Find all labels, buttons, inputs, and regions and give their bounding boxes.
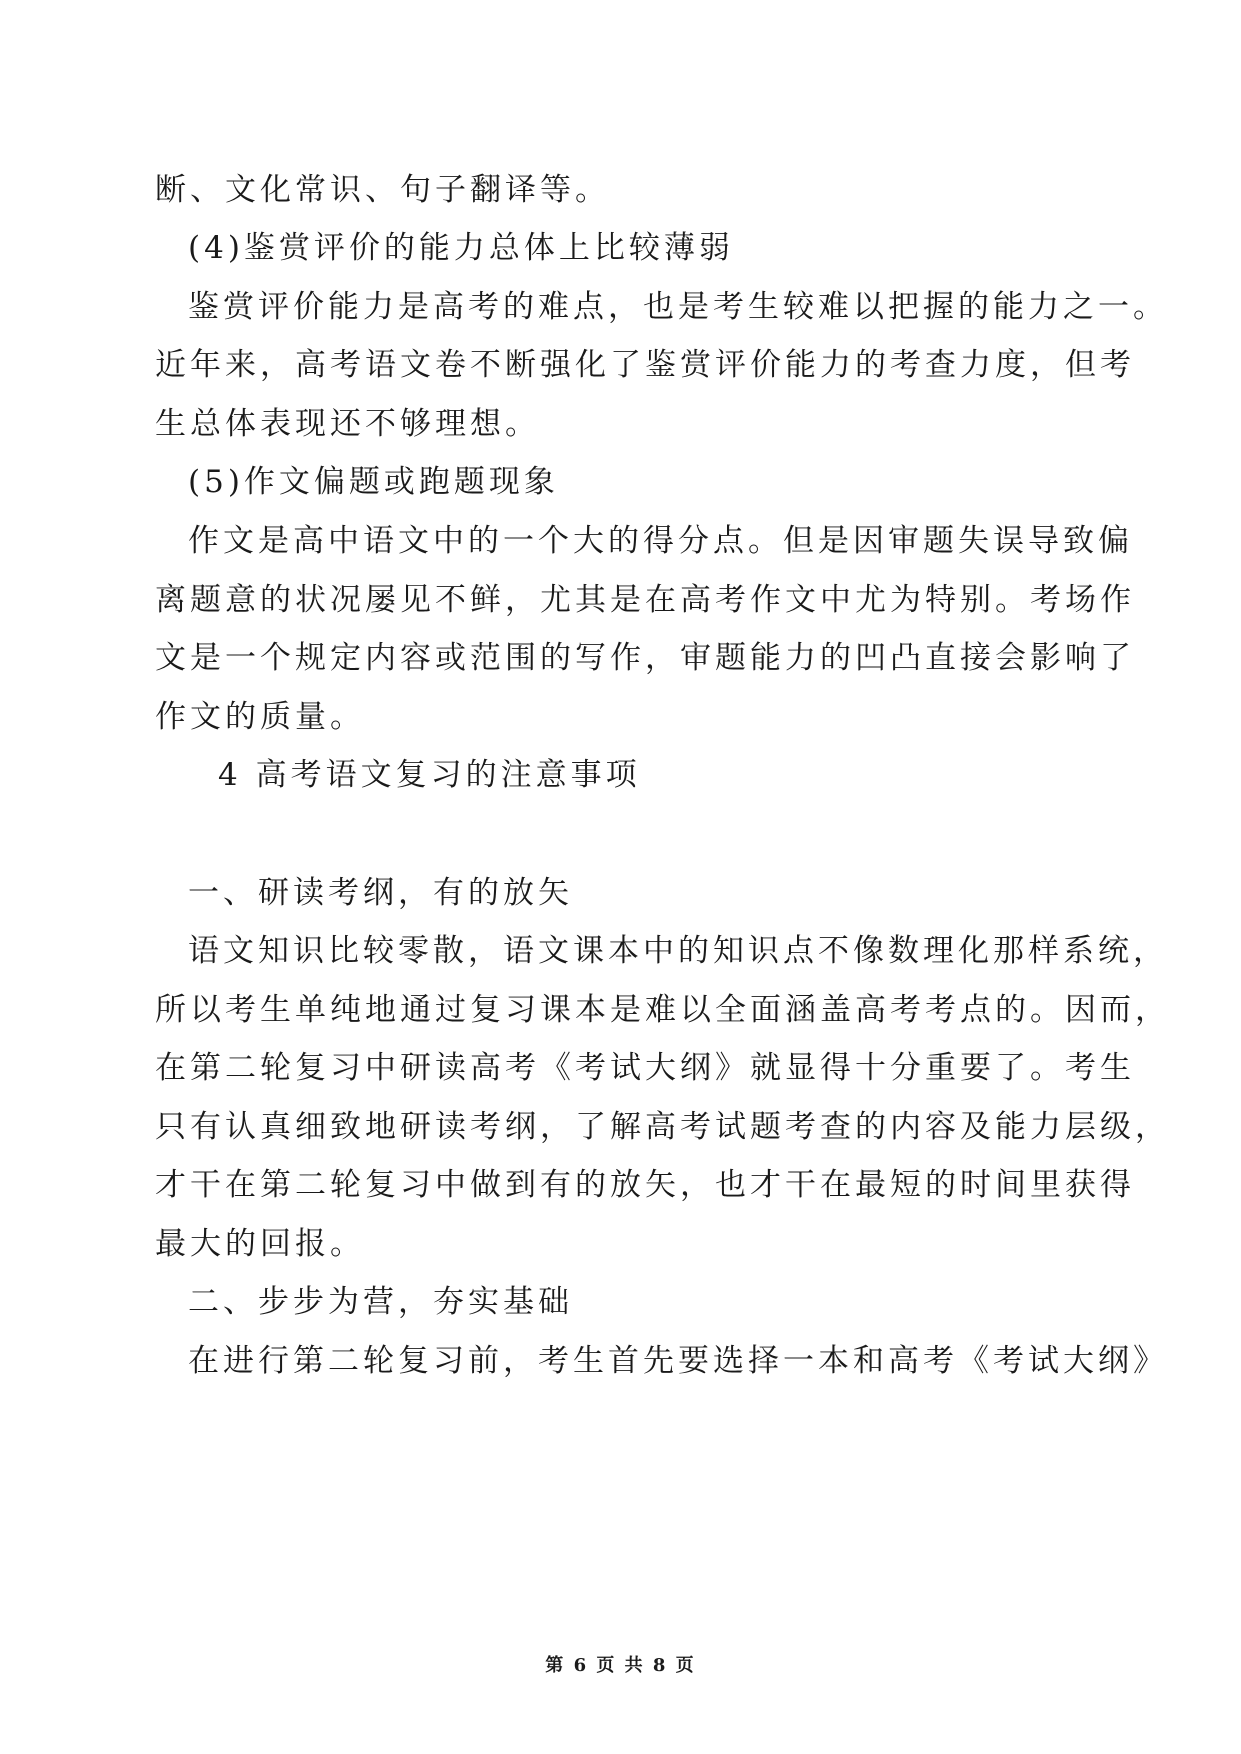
paragraph-line: 最大的回报。 xyxy=(155,1226,365,1262)
paragraph-line: 只有认真细致地研读考纲，了解高考试题考查的内容及能力层级， xyxy=(155,1109,1170,1145)
paragraph-line: 鉴赏评价能力是高考的难点，也是考生较难以把握的能力之一。 xyxy=(188,289,1168,325)
subheading-5: (5)作文偏题或跑题现象 xyxy=(188,464,559,500)
paragraph-line: 作文是高中语文中的一个大的得分点。但是因审题失误导致偏 xyxy=(188,523,1133,559)
subheading-1: 一、研读考纲，有的放矢 xyxy=(188,875,573,911)
paragraph-line: 离题意的状况屡见不鲜，尤其是在高考作文中尤为特别。考场作 xyxy=(155,582,1135,618)
subheading-2: 二、步步为营，夯实基础 xyxy=(188,1284,573,1320)
paragraph-line: 在第二轮复习中研读高考《考试大纲》就显得十分重要了。考生 xyxy=(155,1050,1135,1086)
paragraph-line: 在进行第二轮复习前，考生首先要选择一本和高考《考试大纲》 xyxy=(188,1343,1168,1379)
paragraph-line: 生总体表现还不够理想。 xyxy=(155,406,540,442)
page-footer: 第 6 页 共 8 页 xyxy=(545,1655,696,1676)
paragraph-line: 作文的质量。 xyxy=(155,699,365,735)
paragraph-line: 近年来，高考语文卷不断强化了鉴赏评价能力的考查力度，但考 xyxy=(155,347,1135,383)
paragraph-line: 断、文化常识、句子翻译等。 xyxy=(155,172,610,208)
paragraph-line: 语文知识比较零散，语文课本中的知识点不像数理化那样系统， xyxy=(188,933,1168,969)
subheading-4: (4)鉴赏评价的能力总体上比较薄弱 xyxy=(188,230,734,266)
paragraph-line: 所以考生单纯地通过复习课本是难以全面涵盖高考考点的。因而， xyxy=(155,992,1170,1028)
paragraph-line: 才干在第二轮复习中做到有的放矢，也才干在最短的时间里获得 xyxy=(155,1167,1135,1203)
section-heading: 4 高考语文复习的注意事项 xyxy=(218,757,641,793)
paragraph-line: 文是一个规定内容或范围的写作，审题能力的凹凸直接会影响了 xyxy=(155,640,1135,676)
